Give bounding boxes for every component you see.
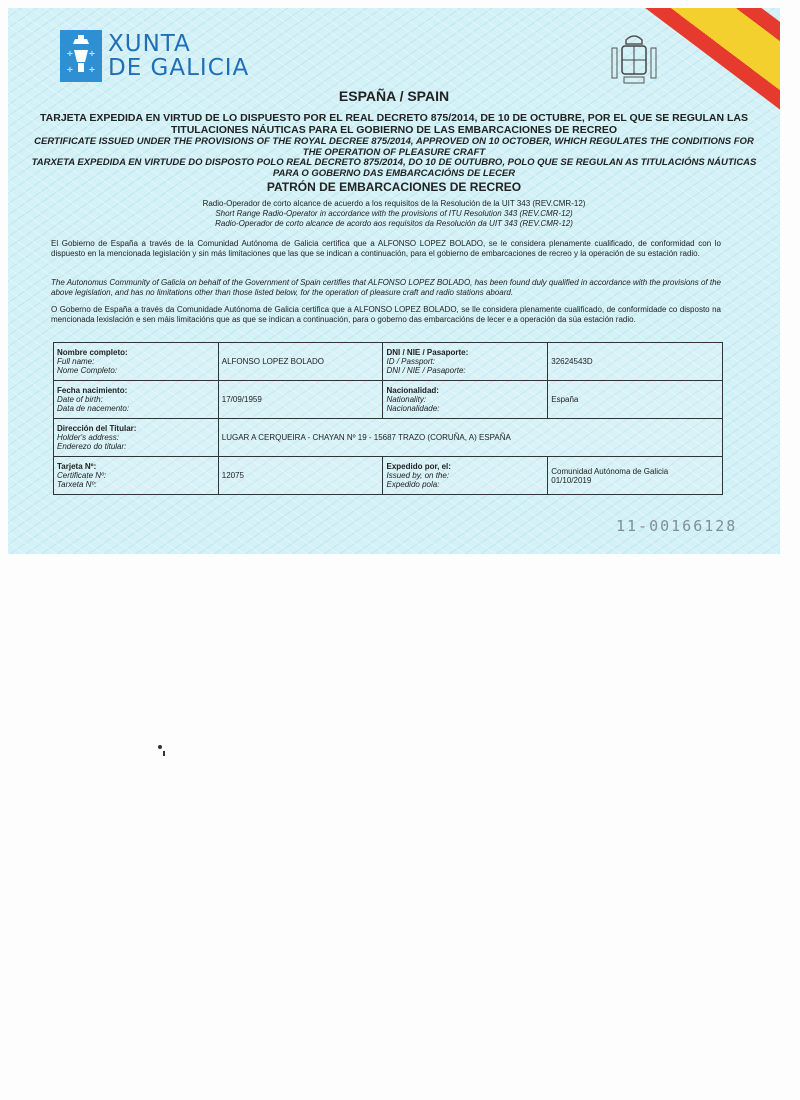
- svg-text:✛: ✛: [67, 50, 73, 58]
- label-en: Date of birth:: [57, 395, 103, 404]
- spain-coat-of-arms-icon: [608, 32, 660, 93]
- card-number-label: [54, 457, 219, 495]
- header-spanish: TARJETA EXPEDIDA EN VIRTUD DE LO DISPUESTO POR EL REAL DECRETO 875/2014, DE 10 DE OCTUBRE, POR EL QUE SE REGULAN LAS TITULACIONES NÁUTICAS PARA EL GOBIERNO DE LAS EMBARCACIONES DE RECREO: [40, 112, 748, 136]
- issued-value: [548, 457, 723, 495]
- label-gl: DNI / NIE / Pasaporte:: [386, 366, 466, 375]
- paragraph-spanish: El Gobierno de España a través de la Comunidad Autónoma de Galicia certifica que a ALFONSO LOPEZ BOLADO, se le considera plenamente cualificado, de conformidad con lo dispuesto en la mencionada legislación y sin más limitaciones que las que se indican a continuación, para el gobierno de embarcaciones de recreo y la operación de su estación radio.: [51, 239, 721, 258]
- issue-date: 01/10/2019: [551, 475, 592, 485]
- label-es: Expedido por, el:: [386, 462, 451, 471]
- radio-operator-es: Radio-Operador de corto alcance de acuerdo a los requisitos de la Resolución de la UIT 343 (REV.CMR-12): [202, 199, 586, 208]
- label-en: Full name:: [57, 357, 95, 366]
- logo-line2: DE GALICIA: [108, 55, 250, 81]
- svg-text:✛: ✛: [89, 66, 95, 74]
- nationality-value: España: [548, 381, 723, 419]
- label-gl: Nome Completo:: [57, 366, 118, 375]
- label-en: Holder's address:: [57, 433, 119, 442]
- issuer: Comunidad Autónoma de Galicia: [551, 466, 669, 476]
- label-en: Nationality:: [386, 395, 427, 404]
- full-name-label: [54, 343, 219, 381]
- address-label: [54, 419, 219, 457]
- card-number-value: 12075: [218, 457, 383, 495]
- label-es: Nacionalidad:: [386, 386, 439, 395]
- svg-text:✛: ✛: [89, 50, 95, 58]
- header-galician: TARXETA EXPEDIDA EN VIRTUDE DO DISPOSTO POLO REAL DECRETO 875/2014, DO 10 DE OUTUBRO, POLO QUE SE REGULAN AS TITULACIÓNS NÁUTICAS PARA O GOBERNO DAS EMBARCACIÓNS DE LECER: [31, 157, 757, 179]
- label-gl: Tarxeta Nº:: [57, 480, 97, 489]
- label-gl: Expedido pola:: [386, 480, 440, 489]
- xunta-logo-text: [108, 32, 249, 80]
- id-label: [383, 343, 548, 381]
- label-es: Nombre completo:: [57, 348, 128, 357]
- table-row: [54, 343, 723, 381]
- label-es: Fecha nacimiento:: [57, 386, 128, 395]
- label-es: Tarjeta Nº:: [57, 462, 97, 471]
- table-row: [54, 419, 723, 457]
- id-value: 32624543D: [548, 343, 723, 381]
- birth-value: 17/09/1959: [218, 381, 383, 419]
- radio-operator-en: Short Range Radio-Operator in accordance with the provisions of ITU Resolution 343 (REV.CMR-12): [215, 209, 573, 218]
- full-name-value: ALFONSO LOPEZ BOLADO: [218, 343, 383, 381]
- label-gl: Nacionalidade:: [386, 404, 440, 413]
- logo-line1: XUNTA: [108, 31, 191, 57]
- xunta-logo: [60, 30, 249, 82]
- issued-label: [383, 457, 548, 495]
- paper-speck: [163, 751, 165, 756]
- radio-operator-gl: Radio-Operador de corto alcance de acordo aos requisitos da Resolución da UIT 343 (REV.CMR-12): [215, 219, 573, 228]
- header-english: CERTIFICATE ISSUED UNDER THE PROVISIONS OF THE ROYAL DECREE 875/2014, APPROVED ON 10 OCTOBER, WHICH REGULATES THE CONDITIONS FOR THE OPERATION OF PLEASURE CRAFT: [34, 136, 754, 158]
- label-es: DNI / NIE / Pasaporte:: [386, 348, 469, 357]
- label-es: Dirección del Titular:: [57, 424, 137, 433]
- paragraph-english: The Autonomus Community of Galicia on behalf of the Government of Spain certifies that ALFONSO LOPEZ BOLADO, has been found duly qualified in accordance with the provisions of the above legislation, and has no limitations other than those listed below, for the operation of pleasure craft and radio stations aboard.: [51, 278, 721, 297]
- birth-label: [54, 381, 219, 419]
- svg-text:✛: ✛: [67, 66, 73, 74]
- label-en: ID / Passport:: [386, 357, 435, 366]
- label-en: Certificate Nº:: [57, 471, 107, 480]
- serial-number: 11-00166128: [616, 517, 738, 535]
- certificate-card: [8, 8, 780, 554]
- paper-speck: [158, 745, 162, 749]
- paragraph-galician: O Goberno de España a través da Comunidade Autónoma de Galicia certifica que a ALFONSO LOPEZ BOLADO, se lle considera plenamente cualificado, de conformidade co disposto na mencionada lexislación e sen máis limitacións que as que se indican a continuación, para o goberno das embarcacións de lecer e a operación da súa estación radio.: [51, 305, 721, 324]
- xunta-emblem-icon: [60, 30, 102, 82]
- holder-details-table: [53, 342, 723, 495]
- label-gl: Enderezo do titular:: [57, 442, 127, 451]
- table-row: [54, 381, 723, 419]
- label-gl: Data de nacemento:: [57, 404, 130, 413]
- certificate-title: PATRÓN DE EMBARCACIONES DE RECREO: [266, 180, 522, 194]
- nationality-label: [383, 381, 548, 419]
- table-row: [54, 457, 723, 495]
- label-en: Issued by, on the:: [386, 471, 450, 480]
- country-heading: ESPAÑA / SPAIN: [338, 88, 450, 104]
- address-value: LUGAR A CERQUEIRA - CHAYAN Nº 19 - 15687 TRAZO (CORUÑA, A) ESPAÑA: [218, 419, 722, 457]
